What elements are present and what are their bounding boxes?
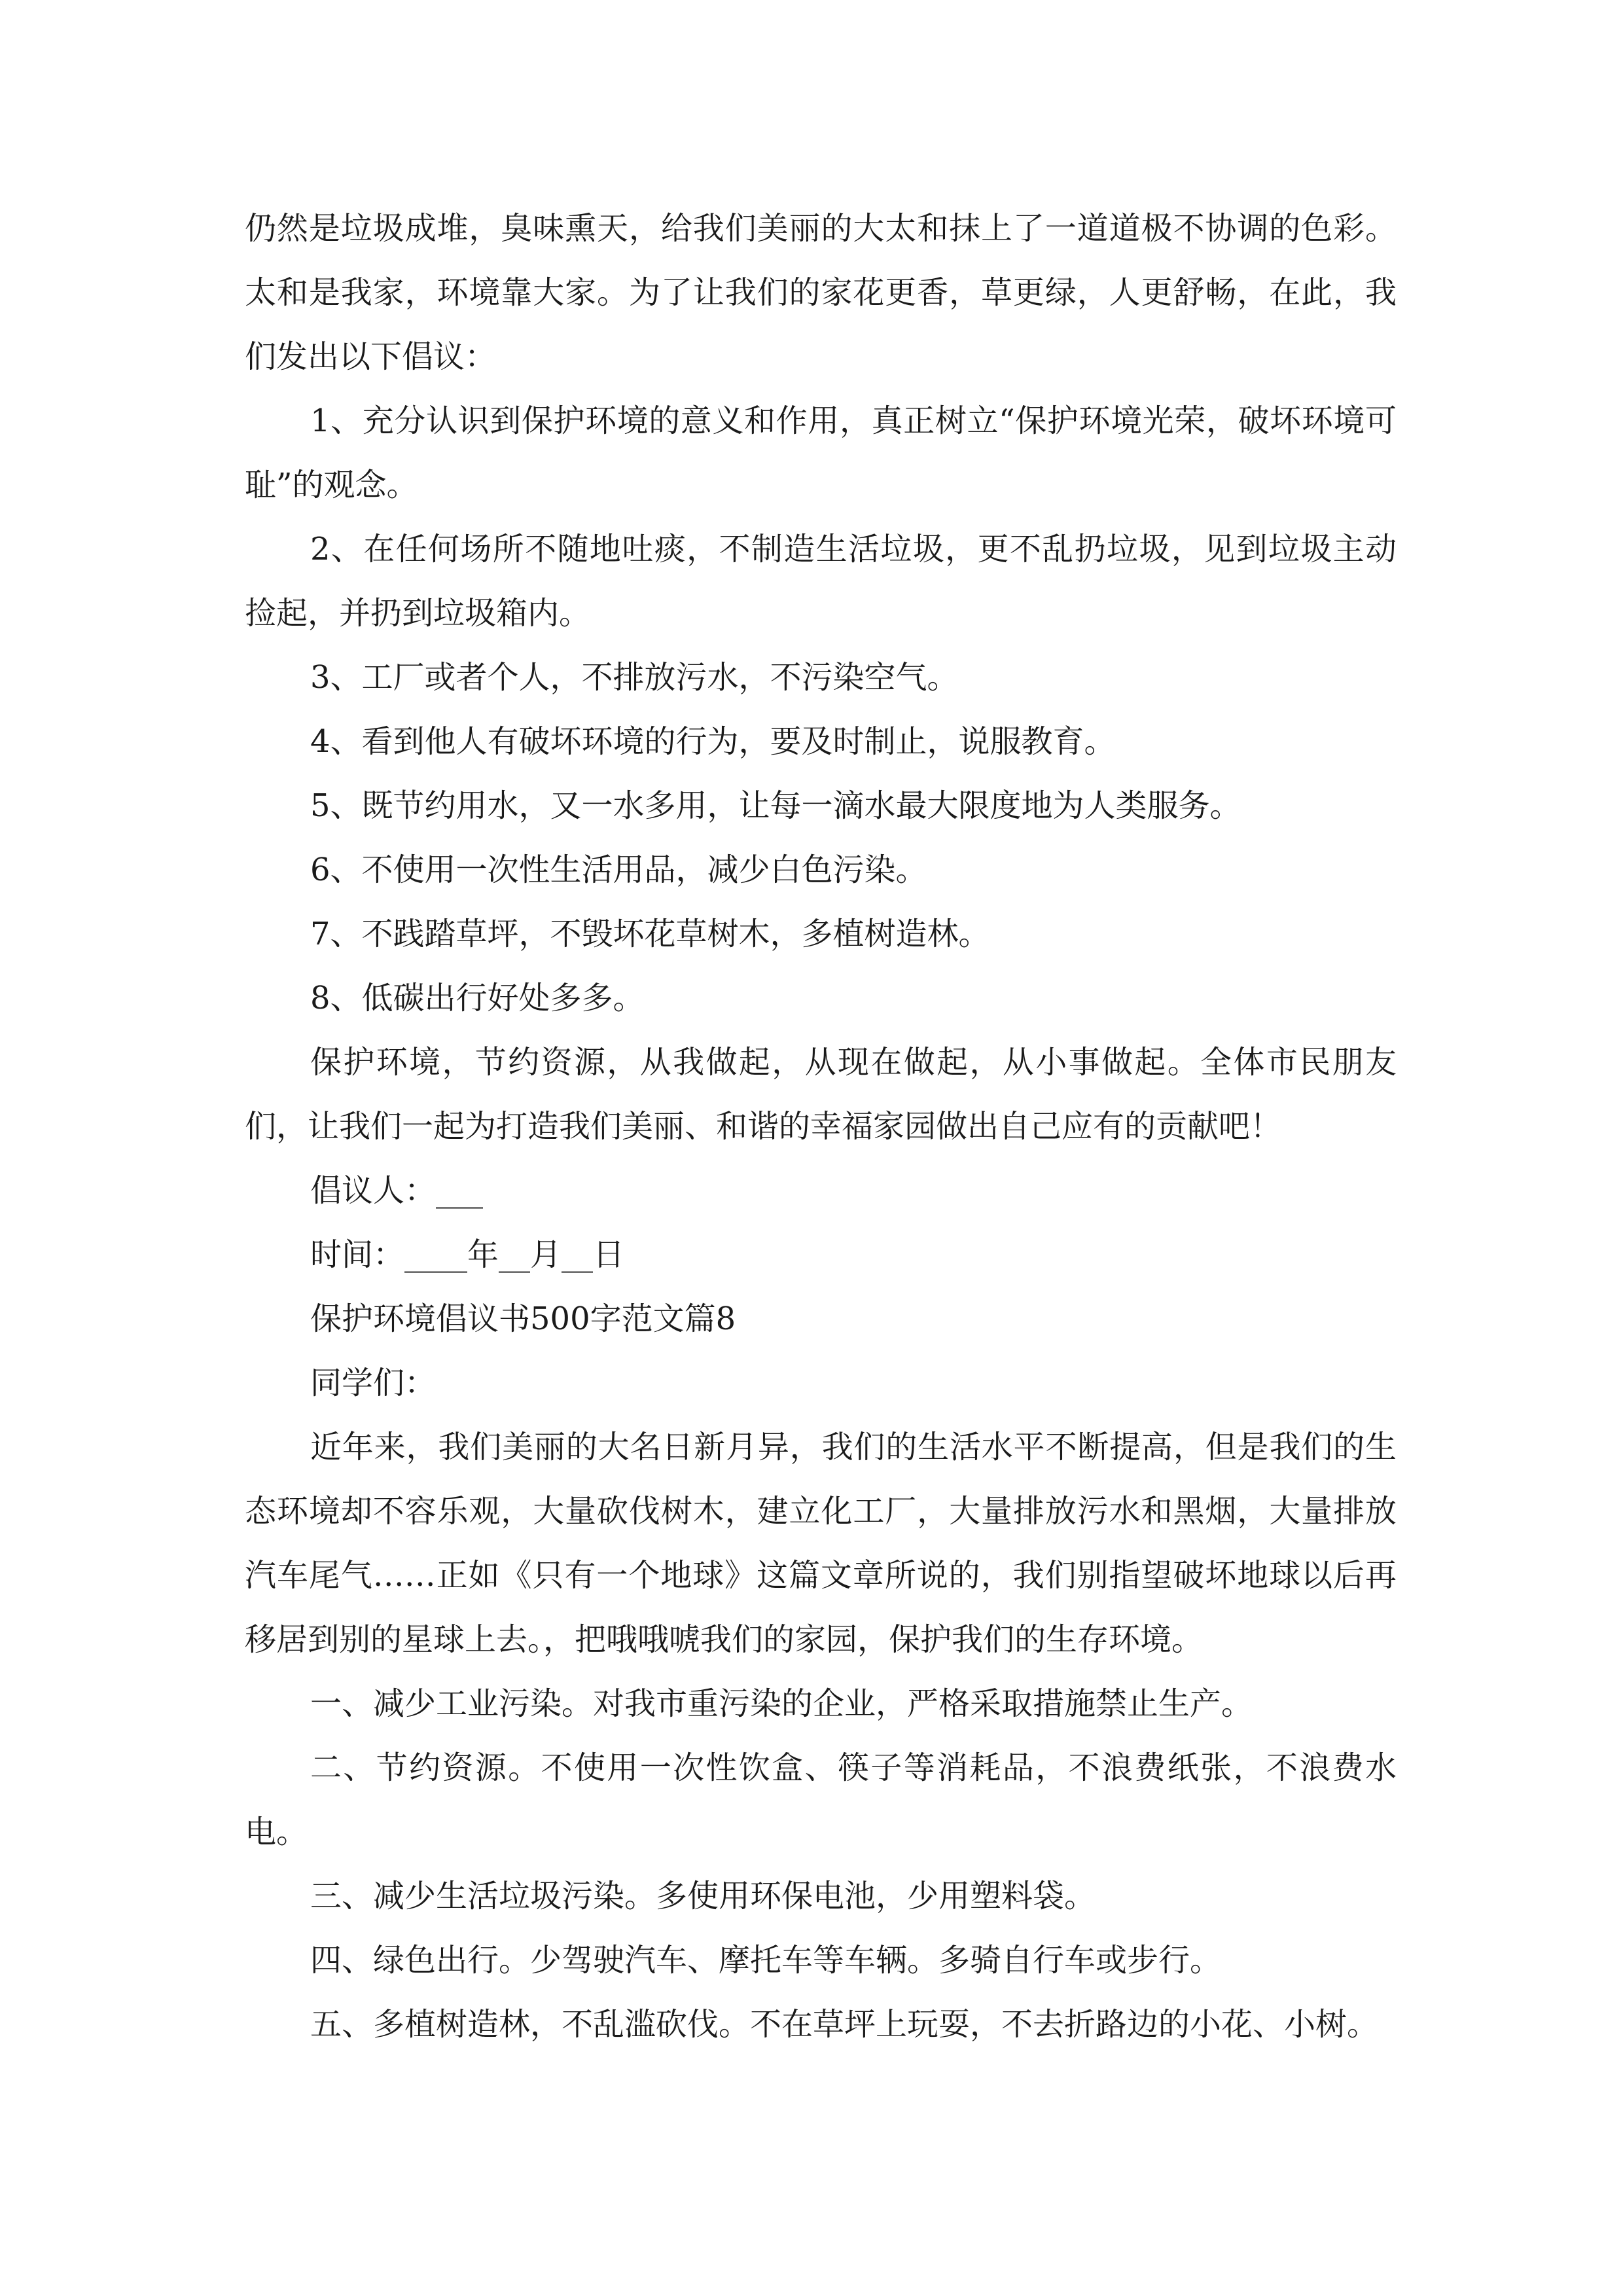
measure-item-1: 一、减少工业污染。对我市重污染的企业，严格采取措施禁止生产。 xyxy=(310,1685,1253,1722)
measure-item-2: 二、节约资源。不使用一次性饮盒、筷子等消耗品，不浪费纸张，不浪费水电。 xyxy=(245,1749,1397,1850)
proposal-item-4: 4、看到他人有破坏环境的行为，要及时制止，说服教育。 xyxy=(310,723,1116,760)
paragraph-body: 近年来，我们美丽的大名日新月异，我们的生活水平不断提高，但是我们的生态环境却不容乐观，大量砍伐树木，建立化工厂，大量排放污水和黑烟，大量排放汽车尾气……正如《只有一个地球》这篇文章所说的，我们别指望破坏地球以后再移居到别的星球上去。，把哦哦唬我们的家园，保护我们的生存环境。 xyxy=(245,1429,1397,1658)
document-body xyxy=(245,196,1397,2056)
measure-item-4: 四、绿色出行。少驾驶汽车、摩托车等车辆。多骑自行车或步行。 xyxy=(310,1942,1222,1979)
proposal-item-6: 6、不使用一次性生活用品，减少白色污染。 xyxy=(310,852,927,888)
signature-line: 倡议人：___ xyxy=(310,1172,484,1209)
closing-paragraph: 保护环境，节约资源，从我做起，从现在做起，从小事做起。全体市民朋友们，让我们一起为打造我们美丽、和谐的幸福家园做出自己应有的贡献吧！ xyxy=(245,1044,1397,1145)
proposal-item-1: 1、充分认识到保护环境的意义和作用，真正树立“保护环境光荣，破坏环境可耻”的观念。 xyxy=(245,403,1397,503)
section-title: 保护环境倡议书500字范文篇8 xyxy=(310,1300,736,1337)
paragraph-intro: 仍然是垃圾成堆，臭味熏天，给我们美丽的大太和抹上了一道道极不协调的色彩。太和是我家，环境靠大家。为了让我们的家花更香，草更绿，人更舒畅，在此，我们发出以下倡议： xyxy=(245,210,1397,375)
proposal-item-7: 7、不践踏草坪，不毁坏花草树木，多植树造林。 xyxy=(310,916,990,952)
measure-item-3: 三、减少生活垃圾污染。多使用环保电池，少用塑料袋。 xyxy=(310,1878,1096,1914)
proposal-item-2: 2、在任何场所不随地吐痰，不制造生活垃圾，更不乱扔垃圾，见到垃圾主动捡起，并扔到垃圾箱内。 xyxy=(245,531,1397,632)
date-line: 时间：____年__月__日 xyxy=(310,1236,625,1273)
proposal-item-3: 3、工厂或者个人，不排放污水，不污染空气。 xyxy=(310,659,959,696)
proposal-item-8: 8、低碳出行好处多多。 xyxy=(310,980,645,1016)
salutation: 同学们： xyxy=(310,1365,437,1401)
proposal-item-5: 5、既节约用水，又一水多用，让每一滴水最大限度地为人类服务。 xyxy=(310,787,1241,824)
measure-item-5: 五、多植树造林，不乱滥砍伐。不在草坪上玩耍，不去折路边的小花、小树。 xyxy=(310,2006,1379,2043)
